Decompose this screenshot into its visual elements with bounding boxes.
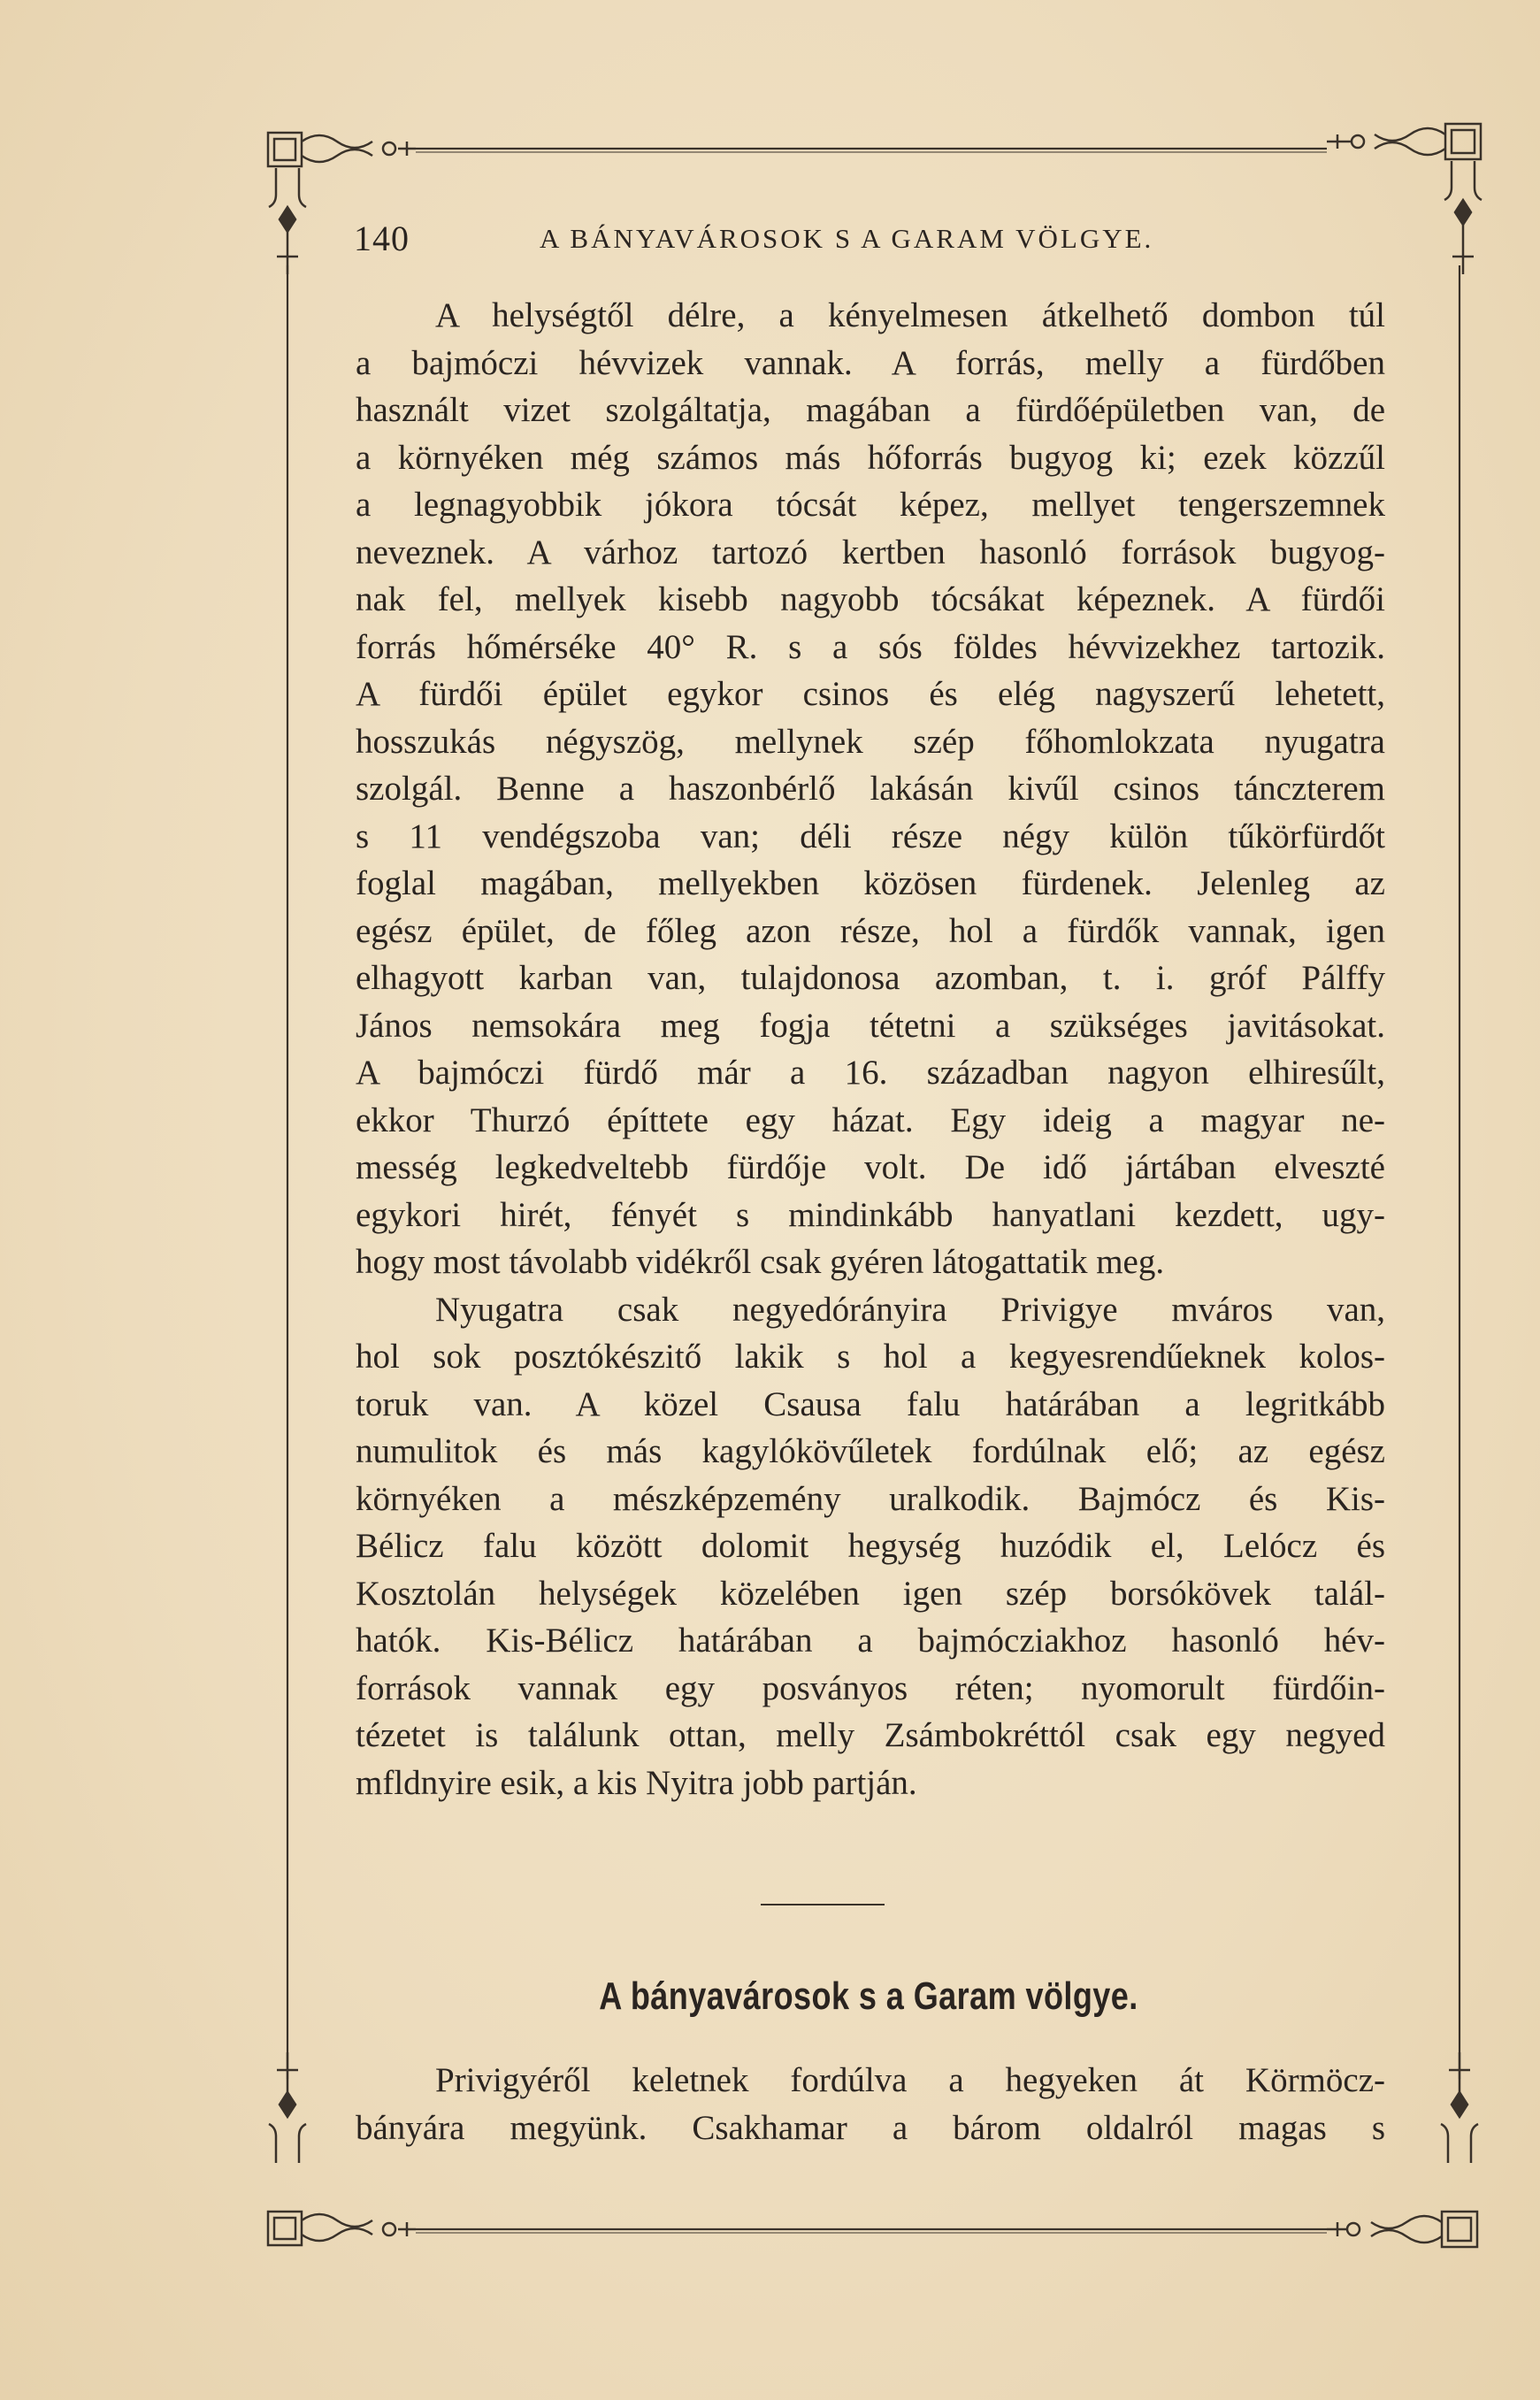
text-line: foglal magában, mellyekben közösen fürdenek. Jelenleg az	[356, 864, 1385, 902]
text-line: A fürdői épület egykor csinos és elég nagyszerű lehetett,	[356, 675, 1385, 713]
text-line: Kosztolán helységek közelében igen szép borsókövek talál-	[356, 1574, 1385, 1613]
text-line: használt vizet szolgáltatja, magában a fürdőépületben van, de	[356, 391, 1385, 429]
text-line: környéken a mészképzemény uralkodik. Bajmócz és Kis-	[356, 1479, 1385, 1518]
text-line: hogy most távolabb vidékről csak gyéren látogattatik meg.	[356, 1243, 1165, 1281]
text-line: a legnagyobbik jókora tócsát képez, mellyet tengerszemnek	[356, 486, 1385, 524]
text-line: egész épület, de főleg azon része, hol a fürdők vannak, igen	[356, 911, 1385, 950]
text-line: a környéken még számos más hőforrás bugyog ki; ezek közzűl	[356, 438, 1385, 477]
text-line: s 11 vendégszoba van; déli része négy külön tűkörfürdőt	[356, 817, 1385, 855]
text-line: forrás hőmérséke 40° R. s a sós földes hévvizekhez tartozik.	[356, 627, 1385, 666]
text-line: numulitok és más kagylókövűletek fordúlnak elő; az egész	[356, 1432, 1385, 1470]
text-line: mfldnyire esik, a kis Nyitra jobb partján.	[356, 1763, 917, 1802]
body-paragraph	[356, 292, 1385, 1806]
text-line: egykori hirét, fényét s mindinkább hanyatlani kezdett, ugy-	[356, 1195, 1385, 1234]
text-line: a bajmóczi hévvizek vannak. A forrás, melly a fürdőben	[356, 343, 1385, 382]
section-heading: A bányavárosok s a Garam völgye.	[599, 1974, 1138, 2018]
text-line: elhagyott karban van, tulajdonosa azomban, t. i. gróf Pálffy	[356, 959, 1385, 997]
running-head	[354, 218, 1238, 262]
text-line: ekkor Thurzó építtete egy házat. Egy ideig a magyar ne-	[356, 1100, 1385, 1139]
text-line: nak fel, mellyek kisebb nagyobb tócsákat képeznek. A fürdői	[356, 580, 1385, 618]
running-title: A BÁNYAVÁROSOK S A GARAM VÖLGYE.	[540, 223, 1154, 254]
page-number: 140	[354, 219, 410, 258]
text-line: messég legkedveltebb fürdője volt. De idő jártában elveszté	[356, 1148, 1385, 1186]
section-paragraph	[356, 2057, 1385, 2151]
text-line: Bélicz falu között dolomit hegység huzódik el, Lelócz és	[356, 1527, 1385, 1565]
text-line: Privigyéről keletnek fordúlva a hegyeken át Körmöcz-	[435, 2061, 1385, 2099]
text-line: tézetet is találunk ottan, melly Zsámbokréttól csak egy negyed	[356, 1716, 1385, 1754]
text-line: hatók. Kis-Bélicz határában a bajmócziakhoz hasonló hév-	[356, 1622, 1385, 1660]
text-line: A helységtől délre, a kényelmesen átkelhető dombon túl	[435, 296, 1385, 334]
text-line: bányára megyünk. Csakhamar a bárom oldalról magas s	[356, 2108, 1385, 2147]
text-line: neveznek. A várhoz tartozó kertben hasonló források bugyog-	[356, 533, 1385, 571]
text-line: szolgál. Benne a haszonbérlő lakásán kivűl csinos tánczterem	[356, 770, 1385, 808]
text-line: hol sok posztókészitő lakik s hol a kegyesrendűeknek kolos-	[356, 1338, 1385, 1376]
text-line: Nyugatra csak negyedórányira Privigye mváros van,	[435, 1290, 1385, 1329]
text-line: János nemsokára meg fogja tétetni a szükséges javitásokat.	[356, 1006, 1385, 1045]
section-divider	[761, 1904, 885, 1905]
text-line: A bajmóczi fürdő már a 16. században nagyon elhiresűlt,	[356, 1054, 1385, 1092]
corner-ornament-top-right	[1327, 124, 1482, 274]
text-line: hosszukás négyszög, mellynek szép főhomlokzata nyugatra	[356, 722, 1385, 761]
text-line: toruk van. A közel Csausa falu határában a legritkább	[356, 1384, 1385, 1423]
text-line: források vannak egy posványos réten; nyomorult fürdőin-	[356, 1668, 1385, 1707]
